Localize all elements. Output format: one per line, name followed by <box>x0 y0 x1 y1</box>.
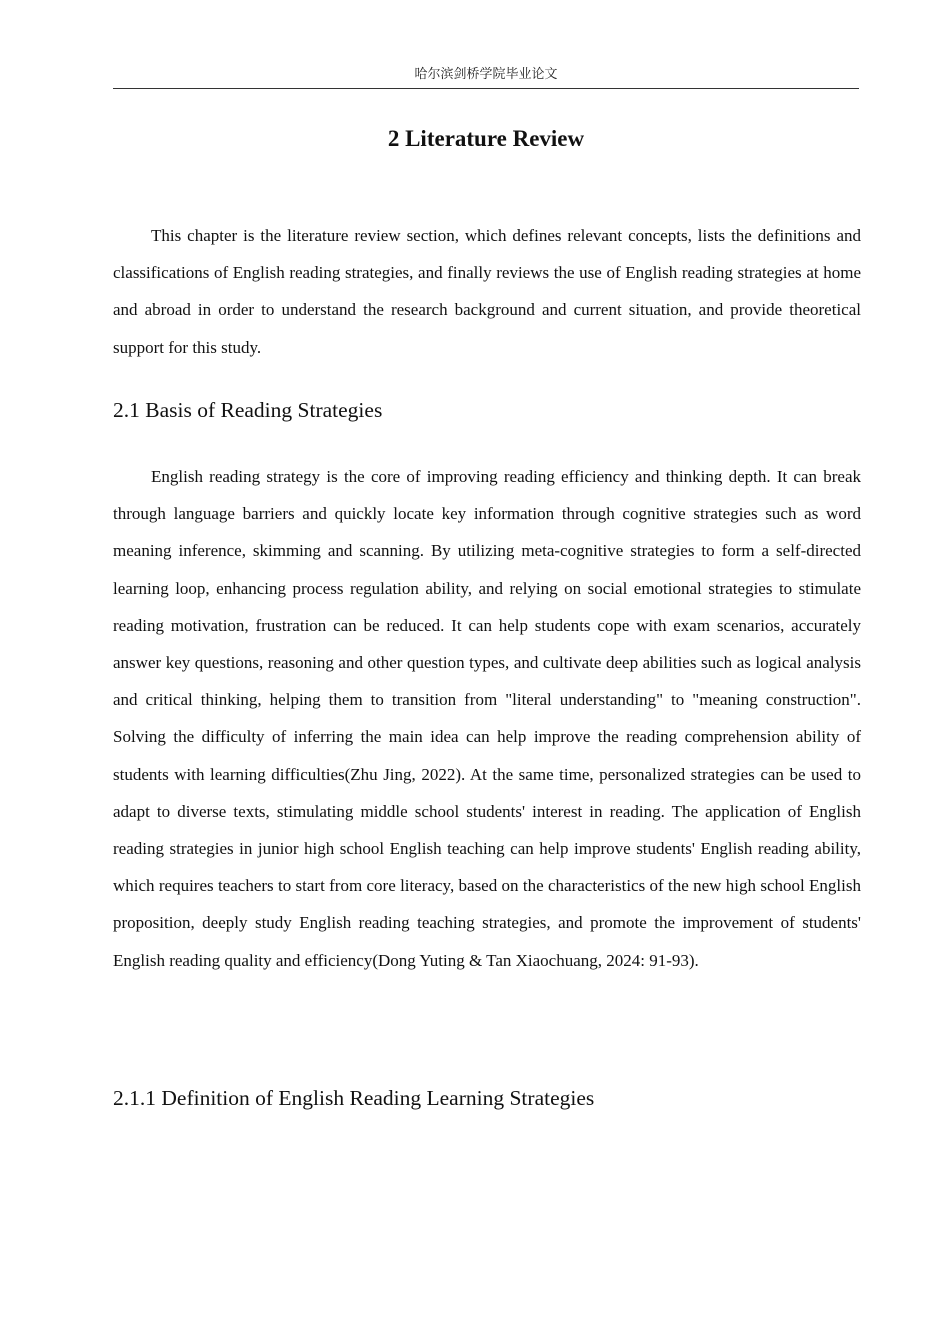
intro-paragraph: This chapter is the literature review section, which defines relevant concepts, lists the definitions and classifications of English reading strategies, and finally reviews the use of English reading strategies at home and abroad in order to understand the research background and current situation, and provide theoretical support for this study. <box>113 226 861 357</box>
running-header: 哈尔滨剑桥学院毕业论文 <box>414 67 558 82</box>
basis-paragraph: English reading strategy is the core of improving reading efficiency and thinking depth. It can break through language barriers and quickly locate key information through cognitive strategies such as word meaning inference, skimming and scanning. By utilizing meta-cognitive strategies to form a self-directed learning loop, enhancing process regulation ability, and relying on social emotional strategies to stimulate reading motivation, frustration can be reduced. It can help students cope with exam scenarios, accurately answer key questions, reasoning and other question types, and cultivate deep abilities such as logical analysis and critical thinking, helping them to transition from "literal understanding" to "meaning construction". Solving the difficulty of inferring the main idea can help improve the reading comprehension ability of students with learning difficulties(Zhu Jing, 2022). At the same time, personalized strategies can be used to adapt to diverse texts, stimulating middle school students' interest in reading. The application of English reading strategies in junior high school English teaching can help improve students' English reading ability, which requires teachers to start from core literacy, based on the characteristics of the new high school English proposition, deeply study English reading teaching strategies, and promote the improvement of students' English reading quality and efficiency(Dong Yuting & Tan Xiaochuang, 2024: 91-93). <box>113 467 861 970</box>
section-heading-2-1-1: 2.1.1 Definition of English Reading Learning Strategies <box>113 1086 595 1110</box>
section-heading-2-1: 2.1 Basis of Reading Strategies <box>113 398 383 422</box>
header-rule <box>113 88 859 89</box>
chapter-title: 2 Literature Review <box>387 126 585 151</box>
